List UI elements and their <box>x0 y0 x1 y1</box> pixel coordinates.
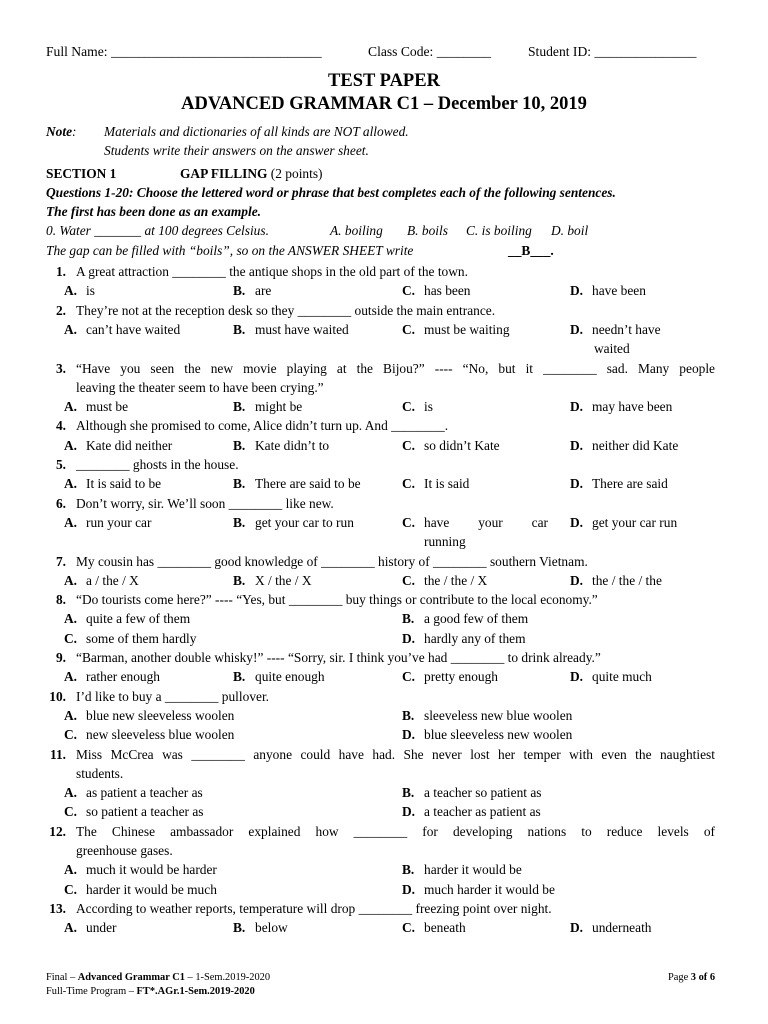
footer-l2-a: Full-Time Program – <box>46 986 137 997</box>
answer-option-d <box>402 725 572 744</box>
option-letter: B. <box>233 669 246 685</box>
answer-option-a <box>64 513 151 532</box>
option-letter: C. <box>64 727 78 743</box>
question-number: 9. <box>55 650 66 665</box>
option-text: hardly any of them <box>424 630 526 646</box>
answer-option-d <box>570 667 652 686</box>
answer-option-a <box>64 397 128 416</box>
footer-l1-c: – 1-Sem.2019-2020 <box>184 972 271 983</box>
option-letter: B. <box>233 572 246 588</box>
answer-option-c <box>402 474 469 493</box>
answer-option-d <box>570 436 678 455</box>
question-number: 4. <box>55 418 66 434</box>
option-text: a / the / X <box>86 572 139 588</box>
option-text: rather enough <box>86 669 160 685</box>
instructions-line-1: Questions 1-20: Choose the lettered word or phrase that best completes each of the following sentences. <box>46 185 616 200</box>
option-letter: B. <box>402 862 415 878</box>
answer-option-a <box>64 320 180 339</box>
question-stem-text: “Barman, another double whisky!” ---- “Sorry, sir. I think you’ve had ________ to drink already.” <box>76 650 601 665</box>
section-title: GAP FILLING <box>180 166 268 181</box>
option-letter: A. <box>64 572 78 588</box>
option-text: It is said <box>424 476 470 492</box>
option-text: There are said <box>592 476 668 492</box>
option-letter: C. <box>64 804 78 820</box>
answer-option-c <box>402 436 500 455</box>
option-letter: C. <box>402 321 416 337</box>
option-text: Kate did neither <box>86 437 173 453</box>
section-number: SECTION 1 <box>46 166 117 181</box>
note-line-2: Students write their answers on the answer sheet. <box>104 143 369 158</box>
answer-option-c <box>402 667 498 686</box>
option-letter: D. <box>570 399 584 415</box>
instructions-line-2: The first has been done as an example. <box>46 204 261 219</box>
answer-option-c <box>402 281 470 300</box>
question-number: 6. <box>55 495 66 511</box>
question-stem-text: The Chinese ambassador explained how ________ for developing nations to reduce levels of <box>76 823 715 839</box>
question-stem-text: “Do tourists come here?” ---- “Yes, but ________ buy things or contribute to the local economy.” <box>76 592 598 608</box>
option-letter: D. <box>570 572 584 588</box>
option-letter: A. <box>64 611 78 627</box>
answer-option-b <box>402 783 541 802</box>
option-text: below <box>255 920 288 936</box>
answer-option-b <box>233 918 288 937</box>
option-letter: B. <box>233 920 246 936</box>
option-d-continuation: waited <box>594 341 630 357</box>
question-number: 7. <box>55 553 66 569</box>
answer-option-c <box>402 513 548 532</box>
option-text: run your car <box>86 514 152 530</box>
section-heading <box>180 166 323 182</box>
answer-option-b <box>233 320 349 339</box>
page-number-value: 3 of 6 <box>690 972 716 983</box>
answer-option-d <box>570 918 652 937</box>
option-letter: A. <box>64 785 78 801</box>
option-letter: A. <box>64 283 78 299</box>
option-text: have been <box>592 283 646 299</box>
option-text: so didn’t Kate <box>424 437 500 453</box>
option-c-continuation: running <box>424 534 466 550</box>
question-number: 2. <box>55 302 66 318</box>
example-option-b: B. boils <box>407 223 448 238</box>
question-number: 13. <box>49 900 66 916</box>
option-text: underneath <box>592 920 652 936</box>
answer-option-d <box>570 474 668 493</box>
question-number: 12. <box>49 823 66 839</box>
option-text: There are said to be <box>255 476 361 492</box>
option-text: blue new sleeveless woolen <box>86 707 235 723</box>
note-line-1: Materials and dictionaries of all kinds are NOT allowed. <box>104 124 409 139</box>
option-letter: A. <box>64 862 78 878</box>
option-text: quite much <box>592 669 652 685</box>
page-number-label: Page <box>668 972 691 983</box>
option-text: is <box>86 283 95 299</box>
option-text: It is said to be <box>86 476 162 492</box>
question-number: 5. <box>55 457 66 472</box>
option-letter: A. <box>64 514 78 530</box>
option-text: the / the / the <box>592 572 662 588</box>
option-text: quite a few of them <box>86 611 191 627</box>
question-stem-text: They’re not at the reception desk so they ________ outside the main entrance. <box>76 302 496 318</box>
full-name-field: Full Name: _______________________________ <box>46 44 322 59</box>
option-text: new sleeveless blue woolen <box>86 727 235 743</box>
question-stem-text: “Have you seen the new movie playing at the Bijou?” ---- “No, but it ________ sad. Many people <box>76 360 715 376</box>
option-letter: B. <box>233 437 246 453</box>
answer-option-a <box>64 706 234 725</box>
answer-option-b <box>402 609 528 628</box>
option-letter: C. <box>402 514 416 530</box>
example-prompt: 0. Water _______ at 100 degrees Celsius. <box>46 223 269 238</box>
footer-line-1 <box>46 972 270 983</box>
option-letter: B. <box>233 283 246 299</box>
option-text: may have been <box>592 399 673 415</box>
option-letter: C. <box>402 920 416 936</box>
option-text: can’t have waited <box>86 321 181 337</box>
question-number: 8. <box>55 592 66 608</box>
answer-option-b <box>233 667 325 686</box>
option-letter: A. <box>64 437 78 453</box>
option-text: beneath <box>424 920 466 936</box>
option-letter: B. <box>402 707 415 723</box>
answer-option-d <box>570 320 661 339</box>
option-text: must be waiting <box>424 321 510 337</box>
answer-option-b <box>233 571 312 590</box>
note-label-colon: : <box>72 124 77 139</box>
answer-option-d <box>570 513 677 532</box>
option-text: much it would be harder <box>86 862 217 878</box>
option-text: sleeveless new blue woolen <box>424 707 573 723</box>
question-stem-text: Miss McCrea was ________ anyone could have had. She never lost her temper with even the naughtiest <box>76 746 715 762</box>
answer-option-b <box>233 513 354 532</box>
question-number: 11. <box>50 746 66 762</box>
option-text: might be <box>255 399 303 415</box>
option-letter: C. <box>402 572 416 588</box>
answer-option-c <box>64 629 196 648</box>
option-letter: D. <box>570 321 584 337</box>
option-letter: C. <box>402 283 416 299</box>
example-answer: __B___. <box>508 243 554 258</box>
answer-option-c <box>64 880 217 899</box>
answer-option-a <box>64 571 139 590</box>
question-stem-text: My cousin has ________ good knowledge of ________ history of ________ southern Vietnam. <box>76 553 588 569</box>
option-letter: D. <box>402 727 416 743</box>
question-number: 10. <box>49 688 66 704</box>
footer-l2-b: FT*.AGr.1-Sem.2019-2020 <box>136 986 255 997</box>
answer-option-c <box>64 725 234 744</box>
option-letter: B. <box>233 399 246 415</box>
option-letter: A. <box>64 707 78 723</box>
page-subtitle: ADVANCED GRAMMAR C1 – December 10, 2019 <box>181 94 587 114</box>
student-id-field: Student ID: _______________ <box>528 44 697 59</box>
option-text: quite enough <box>255 669 325 685</box>
answer-option-a <box>64 474 161 493</box>
option-text: so patient a teacher as <box>86 804 204 820</box>
example-option-c: C. is boiling <box>466 223 532 238</box>
option-letter: D. <box>570 476 584 492</box>
option-letter: B. <box>233 514 246 530</box>
option-text: get your car to run <box>255 514 354 530</box>
option-text: neither did Kate <box>592 437 679 453</box>
footer-line-2 <box>46 986 255 997</box>
option-text: get your car run <box>592 514 678 530</box>
answer-option-c <box>402 571 487 590</box>
option-text: Kate didn’t to <box>255 437 330 453</box>
option-letter: D. <box>570 669 584 685</box>
note-label-text: Note <box>46 124 73 139</box>
footer-l1-b: Advanced Grammar C1 <box>77 972 185 983</box>
answer-option-a <box>64 609 190 628</box>
option-letter: D. <box>570 283 584 299</box>
answer-option-c <box>64 802 203 821</box>
option-text: have your car <box>424 514 548 530</box>
option-text: the / the / X <box>424 572 488 588</box>
option-letter: A. <box>64 920 78 936</box>
option-text: are <box>255 283 272 299</box>
answer-option-b <box>402 860 522 879</box>
option-text: harder it would be much <box>86 881 217 897</box>
question-stem-text: greenhouse gases. <box>76 843 173 858</box>
answer-option-b <box>402 706 572 725</box>
option-letter: A. <box>64 669 78 685</box>
question-stem-text: Although she promised to come, Alice didn’t turn up. And ________. <box>76 418 449 434</box>
option-text: under <box>86 920 117 936</box>
option-text: must have waited <box>255 321 349 337</box>
section-points: (2 points) <box>270 166 323 181</box>
example-option-d: D. boil <box>551 223 589 238</box>
question-stem-text: Don’t worry, sir. We’ll soon ________ like new. <box>76 495 334 511</box>
option-letter: C. <box>402 437 416 453</box>
answer-option-b <box>233 474 361 493</box>
question-stem-text: leaving the theater seem to have been crying.” <box>76 379 324 395</box>
option-letter: D. <box>402 881 416 897</box>
question-number: 3. <box>55 360 66 376</box>
option-letter: D. <box>570 437 584 453</box>
answer-option-a <box>64 783 203 802</box>
option-letter: C. <box>402 476 416 492</box>
answer-option-a <box>64 860 217 879</box>
option-text: has been <box>424 283 471 299</box>
option-letter: D. <box>570 514 584 530</box>
option-text: a teacher as patient as <box>424 804 541 820</box>
option-text: needn’t have <box>592 321 661 337</box>
answer-option-b <box>233 397 302 416</box>
option-letter: C. <box>64 630 78 646</box>
question-stem-text: A great attraction ________ the antique shops in the old part of the town. <box>76 264 468 279</box>
option-text: much harder it would be <box>424 881 555 897</box>
option-letter: A. <box>64 321 78 337</box>
answer-option-a <box>64 436 172 455</box>
answer-option-a <box>64 281 95 300</box>
option-letter: B. <box>233 321 246 337</box>
answer-option-b <box>233 281 271 300</box>
answer-option-c <box>402 918 466 937</box>
answer-option-a <box>64 918 117 937</box>
option-letter: C. <box>402 399 416 415</box>
option-letter: A. <box>64 476 78 492</box>
answer-option-d <box>570 281 646 300</box>
question-stem-text: ________ ghosts in the house. <box>76 457 239 472</box>
footer-l1-a: Final – <box>46 972 78 983</box>
note-label <box>46 124 77 140</box>
option-text: a good few of them <box>424 611 529 627</box>
option-text: X / the / X <box>255 572 312 588</box>
option-text: pretty enough <box>424 669 499 685</box>
answer-option-d <box>570 397 672 416</box>
example-explanation: The gap can be filled with “boils”, so on the ANSWER SHEET write <box>46 243 414 258</box>
answer-option-d <box>402 802 541 821</box>
option-text: some of them hardly <box>86 630 197 646</box>
page-title: TEST PAPER <box>328 71 440 91</box>
option-text: harder it would be <box>424 862 522 878</box>
option-letter: C. <box>64 881 78 897</box>
answer-option-d <box>402 880 555 899</box>
option-letter: A. <box>64 399 78 415</box>
answer-option-c <box>402 397 433 416</box>
option-letter: C. <box>402 669 416 685</box>
question-stem-text: I’d like to buy a ________ pullover. <box>76 688 270 704</box>
option-text: is <box>424 399 433 415</box>
option-letter: B. <box>402 611 415 627</box>
question-number: 1. <box>55 264 66 279</box>
question-stem-text: students. <box>76 765 124 781</box>
option-text: a teacher so patient as <box>424 785 542 801</box>
option-text: blue sleeveless new woolen <box>424 727 573 743</box>
option-text: as patient a teacher as <box>86 785 203 801</box>
option-letter: D. <box>402 804 416 820</box>
page-number <box>668 972 715 983</box>
example-option-a: A. boiling <box>330 223 383 238</box>
answer-option-c <box>402 320 510 339</box>
option-letter: D. <box>402 630 416 646</box>
option-text: must be <box>86 399 129 415</box>
answer-option-d <box>570 571 662 590</box>
option-letter: B. <box>402 785 415 801</box>
answer-option-a <box>64 667 160 686</box>
class-code-field: Class Code: ________ <box>368 44 492 59</box>
answer-option-b <box>233 436 329 455</box>
option-letter: B. <box>233 476 246 492</box>
answer-option-d <box>402 629 526 648</box>
question-stem-text: According to weather reports, temperature will drop ________ freezing point over night. <box>76 900 552 916</box>
option-letter: D. <box>570 920 584 936</box>
